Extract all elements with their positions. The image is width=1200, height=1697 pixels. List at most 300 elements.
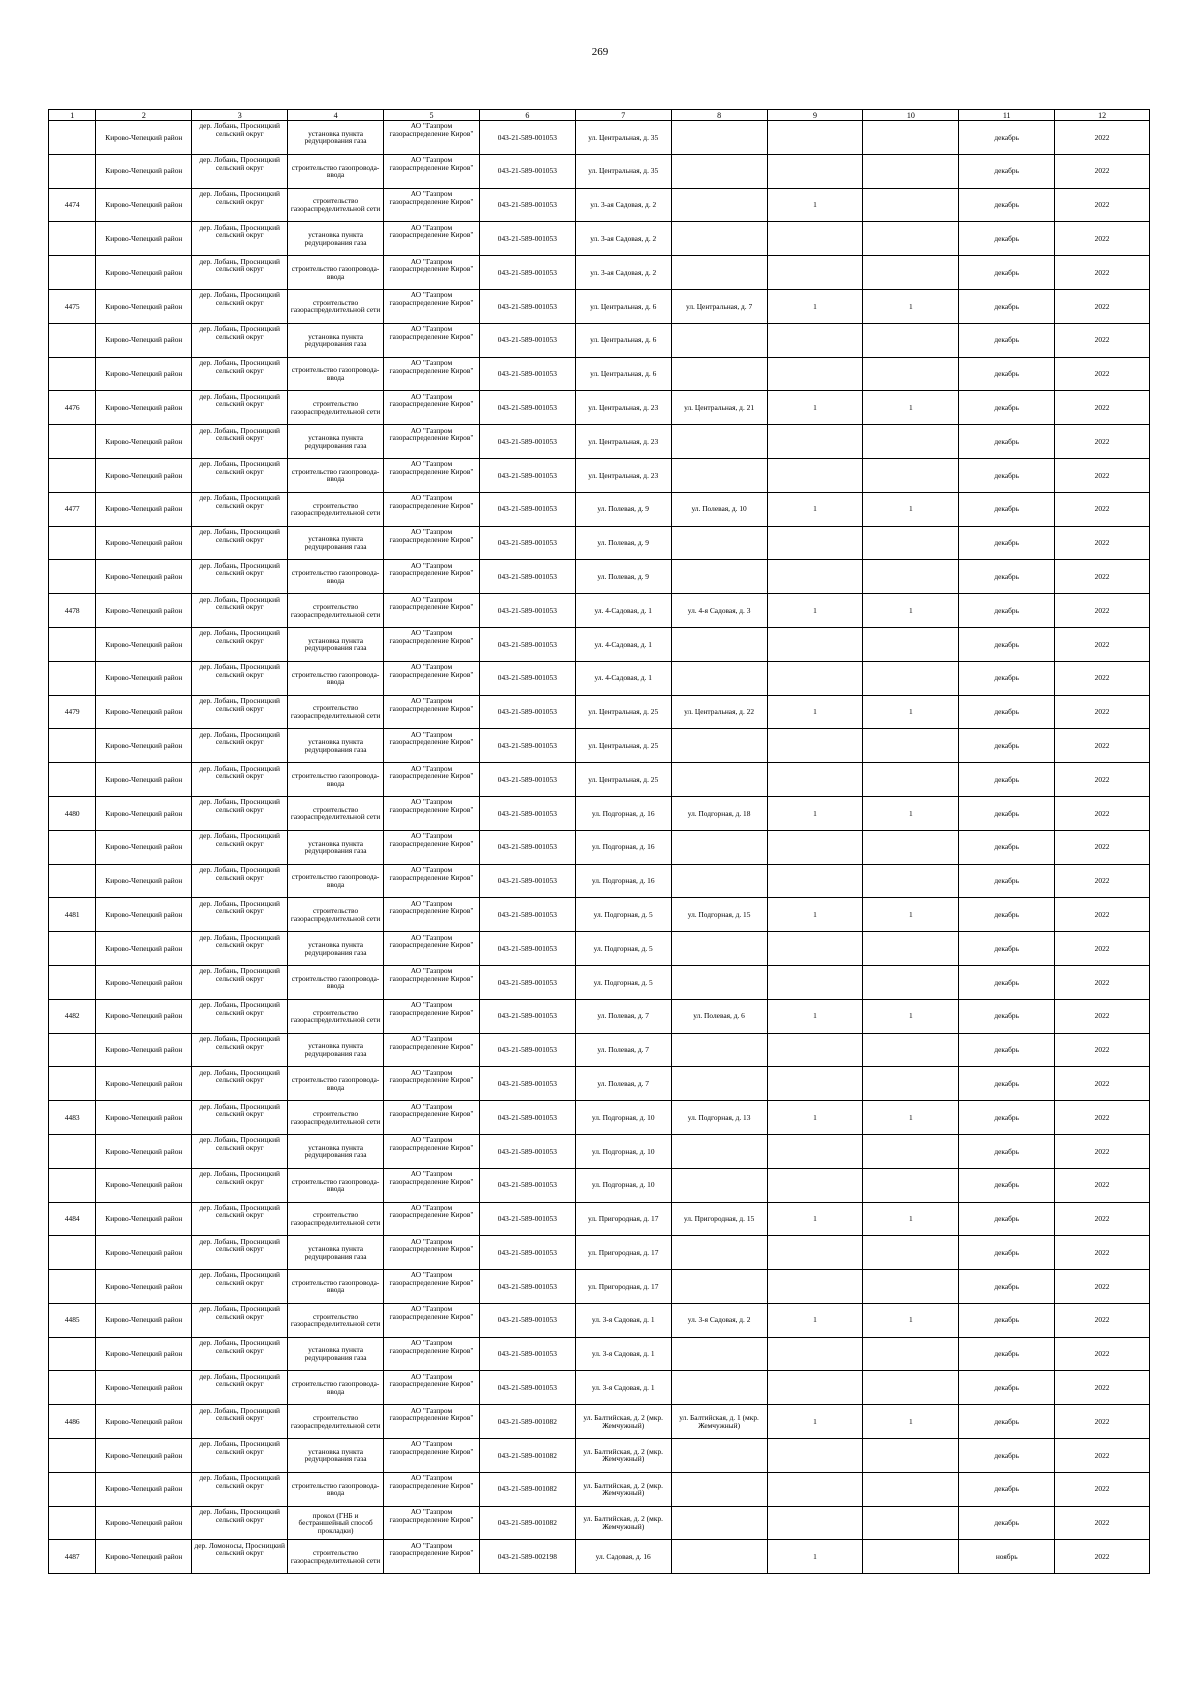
- cell-month: декабрь: [959, 661, 1055, 695]
- cell-organization-text: АО "Газпром газораспределение Киров": [389, 391, 474, 409]
- table-row: [49, 1405, 1150, 1439]
- cell-organization-text: АО "Газпром газораспределение Киров": [389, 797, 474, 814]
- cell-settlement-text: дер. Лобань, Просницкий сельский округ: [199, 1270, 280, 1288]
- cell-month: декабрь: [959, 1270, 1055, 1304]
- cell-col9: [767, 1337, 863, 1371]
- column-number-7: 7: [575, 110, 671, 121]
- table-row: [49, 898, 1150, 932]
- cell-year: 2022: [1055, 763, 1150, 797]
- cell-work-type: строительство газораспределительной сети: [288, 1202, 384, 1236]
- cell-address-from: ул. 3-ая Садовая, д. 2: [575, 188, 671, 222]
- cell-year: 2022: [1055, 154, 1150, 188]
- cell-col9: [767, 627, 863, 661]
- cell-address-from: ул. Подгорная, д. 5: [575, 965, 671, 999]
- cell-col10: [863, 154, 959, 188]
- cell-col10: [863, 526, 959, 560]
- cell-address-from: ул. Полевая, д. 7: [575, 1033, 671, 1067]
- cell-scheme-code: 043-21-589-001053: [479, 222, 575, 256]
- cell-year: 2022: [1055, 864, 1150, 898]
- cell-object-number: [49, 1439, 96, 1473]
- column-number-header: [49, 110, 1150, 121]
- cell-district: Кирово-Чепецкий район: [96, 1337, 192, 1371]
- cell-year: 2022: [1055, 323, 1150, 357]
- cell-organization: [384, 391, 480, 425]
- cell-month: декабрь: [959, 830, 1055, 864]
- cell-work-type: строительство газопровода-ввода: [288, 154, 384, 188]
- cell-district: Кирово-Чепецкий район: [96, 256, 192, 290]
- cell-address-to: [671, 763, 767, 797]
- cell-organization-text: АО "Газпром газораспределение Киров": [389, 1101, 474, 1119]
- cell-scheme-code: 043-21-589-001053: [479, 1270, 575, 1304]
- cell-address-to: [671, 1168, 767, 1202]
- cell-address-to: ул. 4-я Садовая, д. 3: [671, 594, 767, 628]
- table-row: [49, 763, 1150, 797]
- cell-work-type: строительство газопровода-ввода: [288, 864, 384, 898]
- column-number-10: 10: [863, 110, 959, 121]
- cell-col10: [863, 1506, 959, 1540]
- cell-district: Кирово-Чепецкий район: [96, 830, 192, 864]
- cell-year: 2022: [1055, 526, 1150, 560]
- cell-address-to: [671, 323, 767, 357]
- cell-organization: [384, 289, 480, 323]
- cell-month: декабрь: [959, 1439, 1055, 1473]
- cell-scheme-code: 043-21-589-001053: [479, 932, 575, 966]
- cell-address-to: [671, 560, 767, 594]
- page-number: 269: [591, 46, 609, 58]
- table-row: [49, 1270, 1150, 1304]
- cell-month: ноябрь: [959, 1540, 1055, 1574]
- table-row: [49, 1506, 1150, 1540]
- cell-scheme-code: 043-21-589-001053: [479, 898, 575, 932]
- column-number-9: 9: [767, 110, 863, 121]
- cell-organization-text: АО "Газпром газораспределение Киров": [389, 290, 474, 307]
- cell-col10: [863, 323, 959, 357]
- cell-settlement-text: дер. Лобань, Просницкий сельский округ: [199, 493, 280, 510]
- cell-organization-text: АО "Газпром газораспределение Киров": [389, 560, 474, 578]
- cell-address-from: ул. Садовая, д. 16: [575, 1540, 671, 1574]
- cell-organization: [384, 1540, 480, 1574]
- cell-work-type: строительство газопровода-ввода: [288, 661, 384, 695]
- cell-year: 2022: [1055, 1033, 1150, 1067]
- cell-object-number: [49, 661, 96, 695]
- cell-year: 2022: [1055, 1337, 1150, 1371]
- cell-scheme-code: 043-21-589-001053: [479, 695, 575, 729]
- cell-organization: [384, 627, 480, 661]
- cell-address-from: ул. Центральная, д. 23: [575, 458, 671, 492]
- cell-address-from: ул. Центральная, д. 6: [575, 289, 671, 323]
- cell-month: декабрь: [959, 999, 1055, 1033]
- cell-col9: 1: [767, 1101, 863, 1135]
- cell-col9: [767, 729, 863, 763]
- cell-settlement-text: дер. Лобань, Просницкий сельский округ: [199, 695, 280, 713]
- cell-organization-text: АО "Газпром газораспределение Киров": [389, 188, 474, 206]
- cell-work-type: строительство газораспределительной сети: [288, 1540, 384, 1574]
- cell-object-number: [49, 763, 96, 797]
- cell-month: декабрь: [959, 965, 1055, 999]
- cell-col9: [767, 1236, 863, 1270]
- cell-scheme-code: 043-21-589-001053: [479, 627, 575, 661]
- cell-district: Кирово-Чепецкий район: [96, 1236, 192, 1270]
- table-row: [49, 256, 1150, 290]
- cell-year: 2022: [1055, 1067, 1150, 1101]
- cell-col10: [863, 1439, 959, 1473]
- cell-district: Кирово-Чепецкий район: [96, 458, 192, 492]
- cell-organization: [384, 864, 480, 898]
- cell-organization-text: АО "Газпром газораспределение Киров": [389, 729, 474, 747]
- cell-col9: 1: [767, 1202, 863, 1236]
- cell-settlement: [192, 661, 288, 695]
- cell-work-type: строительство газопровода-ввода: [288, 458, 384, 492]
- table-row: [49, 1033, 1150, 1067]
- table-row: [49, 289, 1150, 323]
- cell-district: Кирово-Чепецкий район: [96, 1506, 192, 1540]
- cell-organization-text: АО "Газпром газораспределение Киров": [389, 155, 474, 172]
- cell-scheme-code: 043-21-589-001053: [479, 999, 575, 1033]
- cell-organization-text: АО "Газпром газораспределение Киров": [389, 662, 474, 679]
- cell-organization-text: АО "Газпром газораспределение Киров": [389, 898, 474, 916]
- cell-work-type: прокол (ГНБ и бестраншейный способ прокладки): [288, 1506, 384, 1540]
- cell-district: Кирово-Чепецкий район: [96, 391, 192, 425]
- cell-month: декабрь: [959, 121, 1055, 155]
- table-row: [49, 661, 1150, 695]
- cell-work-type: установка пункта редуцирования газа: [288, 830, 384, 864]
- column-number-2: 2: [96, 110, 192, 121]
- cell-organization-text: АО "Газпром газораспределение Киров": [389, 1033, 474, 1051]
- cell-col10: [863, 1270, 959, 1304]
- cell-settlement: [192, 121, 288, 155]
- cell-year: 2022: [1055, 458, 1150, 492]
- cell-settlement: [192, 1236, 288, 1270]
- cell-col9: 1: [767, 695, 863, 729]
- cell-address-to: [671, 357, 767, 391]
- cell-month: декабрь: [959, 526, 1055, 560]
- cell-object-number: [49, 1337, 96, 1371]
- cell-col9: 1: [767, 391, 863, 425]
- cell-district: Кирово-Чепецкий район: [96, 1168, 192, 1202]
- cell-month: декабрь: [959, 1405, 1055, 1439]
- table-row: [49, 830, 1150, 864]
- cell-settlement: [192, 1303, 288, 1337]
- cell-district: Кирово-Чепецкий район: [96, 1439, 192, 1473]
- cell-col10: 1: [863, 796, 959, 830]
- cell-object-number: [49, 1506, 96, 1540]
- cell-work-type: строительство газопровода-ввода: [288, 560, 384, 594]
- cell-col9: 1: [767, 492, 863, 526]
- cell-address-to: ул. Полевая, д. 10: [671, 492, 767, 526]
- cell-col10: [863, 1540, 959, 1574]
- cell-object-number: [49, 830, 96, 864]
- cell-address-to: [671, 1540, 767, 1574]
- cell-address-to: [671, 222, 767, 256]
- cell-settlement: [192, 763, 288, 797]
- cell-object-number: 4480: [49, 796, 96, 830]
- cell-organization-text: АО "Газпром газораспределение Киров": [389, 1304, 474, 1321]
- cell-district: Кирово-Чепецкий район: [96, 1472, 192, 1506]
- cell-organization-text: АО "Газпром газораспределение Киров": [389, 425, 474, 443]
- cell-object-number: [49, 425, 96, 459]
- cell-organization: [384, 188, 480, 222]
- cell-object-number: 4477: [49, 492, 96, 526]
- table-row: [49, 1101, 1150, 1135]
- cell-district: Кирово-Чепецкий район: [96, 1101, 192, 1135]
- cell-col9: [767, 1506, 863, 1540]
- cell-scheme-code: 043-21-589-001082: [479, 1405, 575, 1439]
- cell-settlement: [192, 289, 288, 323]
- cell-organization: [384, 1033, 480, 1067]
- cell-settlement-text: дер. Лобань, Просницкий сельский округ: [199, 797, 280, 814]
- cell-settlement: [192, 898, 288, 932]
- cell-col9: 1: [767, 594, 863, 628]
- cell-address-from: ул. 3-ая Садовая, д. 2: [575, 256, 671, 290]
- cell-address-to: [671, 458, 767, 492]
- cell-col10: 1: [863, 391, 959, 425]
- cell-object-number: [49, 627, 96, 661]
- cell-object-number: [49, 458, 96, 492]
- cell-address-to: [671, 1270, 767, 1304]
- cell-district: Кирово-Чепецкий район: [96, 323, 192, 357]
- cell-settlement: [192, 796, 288, 830]
- cell-settlement: [192, 695, 288, 729]
- cell-settlement: [192, 1033, 288, 1067]
- cell-month: декабрь: [959, 357, 1055, 391]
- cell-organization: [384, 1506, 480, 1540]
- cell-work-type: установка пункта редуцирования газа: [288, 425, 384, 459]
- cell-organization: [384, 898, 480, 932]
- cell-scheme-code: 043-21-589-001053: [479, 357, 575, 391]
- cell-district: Кирово-Чепецкий район: [96, 1033, 192, 1067]
- cell-district: Кирово-Чепецкий район: [96, 560, 192, 594]
- cell-work-type: установка пункта редуцирования газа: [288, 323, 384, 357]
- cell-address-from: ул. Центральная, д. 25: [575, 729, 671, 763]
- cell-scheme-code: 043-21-589-001053: [479, 965, 575, 999]
- cell-address-from: ул. Центральная, д. 35: [575, 121, 671, 155]
- cell-work-type: строительство газораспределительной сети: [288, 695, 384, 729]
- cell-organization-text: АО "Газпром газораспределение Киров": [389, 628, 474, 645]
- cell-settlement: [192, 1472, 288, 1506]
- cell-address-to: ул. Подгорная, д. 15: [671, 898, 767, 932]
- table-body: [49, 110, 1150, 1574]
- cell-object-number: [49, 154, 96, 188]
- cell-settlement: [192, 154, 288, 188]
- cell-organization: [384, 458, 480, 492]
- cell-address-from: ул. Центральная, д. 6: [575, 357, 671, 391]
- column-number-1: 1: [49, 110, 96, 121]
- cell-address-to: ул. Пригородная, д. 15: [671, 1202, 767, 1236]
- cell-address-from: ул. Подгорная, д. 10: [575, 1134, 671, 1168]
- cell-col9: [767, 458, 863, 492]
- table-row: [49, 932, 1150, 966]
- cell-settlement-text: дер. Лобань, Просницкий сельский округ: [199, 729, 280, 747]
- column-number-6: 6: [479, 110, 575, 121]
- table-row: [49, 999, 1150, 1033]
- cell-district: Кирово-Чепецкий район: [96, 289, 192, 323]
- cell-settlement: [192, 188, 288, 222]
- cell-organization-text: АО "Газпром газораспределение Киров": [389, 831, 474, 848]
- cell-organization: [384, 695, 480, 729]
- cell-scheme-code: 043-21-589-001053: [479, 1033, 575, 1067]
- cell-col9: [767, 1168, 863, 1202]
- table-row: [49, 864, 1150, 898]
- cell-address-to: ул. Подгорная, д. 13: [671, 1101, 767, 1135]
- cell-organization-text: АО "Газпром газораспределение Киров": [389, 324, 474, 341]
- cell-organization-text: АО "Газпром газораспределение Киров": [389, 1169, 474, 1186]
- cell-district: Кирово-Чепецкий район: [96, 1405, 192, 1439]
- cell-col9: [767, 1439, 863, 1473]
- cell-scheme-code: 043-21-589-001053: [479, 492, 575, 526]
- cell-address-to: [671, 1371, 767, 1405]
- cell-scheme-code: 043-21-589-001053: [479, 1236, 575, 1270]
- cell-col10: [863, 1337, 959, 1371]
- cell-organization: [384, 999, 480, 1033]
- cell-address-from: ул. 3-я Садовая, д. 1: [575, 1371, 671, 1405]
- cell-scheme-code: 043-21-589-001053: [479, 864, 575, 898]
- cell-organization-text: АО "Газпром газораспределение Киров": [389, 1270, 474, 1288]
- cell-address-from: ул. Центральная, д. 25: [575, 695, 671, 729]
- cell-settlement-text: дер. Лобань, Просницкий сельский округ: [199, 256, 280, 274]
- cell-organization: [384, 830, 480, 864]
- cell-address-from: ул. Подгорная, д. 16: [575, 796, 671, 830]
- cell-scheme-code: 043-21-589-001053: [479, 594, 575, 628]
- cell-col10: 1: [863, 1405, 959, 1439]
- cell-scheme-code: 043-21-589-001053: [479, 1303, 575, 1337]
- cell-settlement-text: дер. Лобань, Просницкий сельский округ: [199, 222, 280, 240]
- cell-address-from: ул. Центральная, д. 23: [575, 425, 671, 459]
- cell-year: 2022: [1055, 627, 1150, 661]
- cell-col9: [767, 763, 863, 797]
- cell-object-number: [49, 864, 96, 898]
- cell-object-number: [49, 256, 96, 290]
- cell-organization-text: АО "Газпром газораспределение Киров": [389, 222, 474, 240]
- data-table: [48, 109, 1150, 1574]
- cell-address-from: ул. 4-Садовая, д. 1: [575, 627, 671, 661]
- cell-col10: [863, 729, 959, 763]
- cell-organization: [384, 1371, 480, 1405]
- cell-settlement-text: дер. Лобань, Просницкий сельский округ: [199, 1371, 280, 1389]
- table-row: [49, 1168, 1150, 1202]
- cell-work-type: установка пункта редуцирования газа: [288, 1439, 384, 1473]
- cell-object-number: [49, 323, 96, 357]
- cell-district: Кирово-Чепецкий район: [96, 425, 192, 459]
- table-row: [49, 729, 1150, 763]
- cell-address-to: ул. Центральная, д. 22: [671, 695, 767, 729]
- cell-settlement: [192, 1439, 288, 1473]
- cell-settlement-text: дер. Лобань, Просницкий сельский округ: [199, 763, 280, 781]
- cell-work-type: строительство газопровода-ввода: [288, 1067, 384, 1101]
- cell-scheme-code: 043-21-589-001053: [479, 526, 575, 560]
- cell-address-from: ул. Балтийская, д. 2 (мкр. Жемчужный): [575, 1472, 671, 1506]
- cell-settlement: [192, 1134, 288, 1168]
- cell-object-number: [49, 222, 96, 256]
- cell-settlement-text: дер. Лобань, Просницкий сельский округ: [199, 357, 280, 375]
- cell-organization-text: АО "Газпром газораспределение Киров": [389, 1338, 474, 1355]
- cell-object-number: 4474: [49, 188, 96, 222]
- cell-organization-text: АО "Газпром газораспределение Киров": [389, 121, 474, 138]
- cell-year: 2022: [1055, 1101, 1150, 1135]
- cell-organization: [384, 796, 480, 830]
- cell-district: Кирово-Чепецкий район: [96, 1303, 192, 1337]
- cell-settlement-text: дер. Лобань, Просницкий сельский округ: [199, 1000, 280, 1017]
- cell-scheme-code: 043-21-589-001053: [479, 1101, 575, 1135]
- cell-work-type: установка пункта редуцирования газа: [288, 627, 384, 661]
- cell-organization: [384, 154, 480, 188]
- cell-year: 2022: [1055, 999, 1150, 1033]
- cell-settlement: [192, 729, 288, 763]
- cell-work-type: строительство газопровода-ввода: [288, 1371, 384, 1405]
- cell-address-to: ул. Подгорная, д. 18: [671, 796, 767, 830]
- cell-settlement-text: дер. Лобань, Просницкий сельский округ: [199, 966, 280, 983]
- cell-district: Кирово-Чепецкий район: [96, 898, 192, 932]
- cell-settlement: [192, 492, 288, 526]
- cell-work-type: установка пункта редуцирования газа: [288, 121, 384, 155]
- cell-col10: [863, 222, 959, 256]
- cell-settlement-text: дер. Лобань, Просницкий сельский округ: [199, 290, 280, 307]
- cell-month: декабрь: [959, 1134, 1055, 1168]
- cell-district: Кирово-Чепецкий район: [96, 121, 192, 155]
- cell-address-from: ул. Подгорная, д. 10: [575, 1101, 671, 1135]
- cell-organization-text: АО "Газпром газораспределение Киров": [389, 864, 474, 882]
- cell-col9: [767, 425, 863, 459]
- cell-month: декабрь: [959, 1371, 1055, 1405]
- cell-col10: [863, 965, 959, 999]
- cell-col10: 1: [863, 289, 959, 323]
- cell-address-from: ул. Подгорная, д. 5: [575, 898, 671, 932]
- cell-organization: [384, 661, 480, 695]
- cell-organization-text: АО "Газпром газораспределение Киров": [389, 1473, 474, 1490]
- cell-organization: [384, 492, 480, 526]
- cell-address-to: ул. 3-я Садовая, д. 2: [671, 1303, 767, 1337]
- cell-year: 2022: [1055, 357, 1150, 391]
- cell-settlement: [192, 999, 288, 1033]
- cell-settlement: [192, 830, 288, 864]
- cell-district: Кирово-Чепецкий район: [96, 1067, 192, 1101]
- cell-organization: [384, 1134, 480, 1168]
- cell-district: Кирово-Чепецкий район: [96, 188, 192, 222]
- cell-organization: [384, 763, 480, 797]
- cell-settlement: [192, 256, 288, 290]
- table-row: [49, 796, 1150, 830]
- cell-settlement: [192, 1371, 288, 1405]
- cell-settlement: [192, 1337, 288, 1371]
- cell-month: декабрь: [959, 289, 1055, 323]
- cell-address-to: ул. Балтийская, д. 1 (мкр. Жемчужный): [671, 1405, 767, 1439]
- cell-district: Кирово-Чепецкий район: [96, 1540, 192, 1574]
- cell-scheme-code: 043-21-589-001053: [479, 323, 575, 357]
- cell-address-to: [671, 932, 767, 966]
- cell-year: 2022: [1055, 695, 1150, 729]
- cell-address-to: [671, 661, 767, 695]
- cell-work-type: строительство газопровода-ввода: [288, 763, 384, 797]
- cell-settlement: [192, 458, 288, 492]
- cell-col10: [863, 458, 959, 492]
- cell-month: декабрь: [959, 1337, 1055, 1371]
- cell-month: декабрь: [959, 763, 1055, 797]
- cell-address-to: [671, 830, 767, 864]
- cell-scheme-code: 043-21-589-001082: [479, 1506, 575, 1540]
- cell-year: 2022: [1055, 796, 1150, 830]
- cell-object-number: 4484: [49, 1202, 96, 1236]
- cell-organization: [384, 1405, 480, 1439]
- cell-year: 2022: [1055, 121, 1150, 155]
- cell-organization-text: АО "Газпром газораспределение Киров": [389, 932, 474, 950]
- cell-address-from: ул. Подгорная, д. 5: [575, 932, 671, 966]
- cell-settlement-text: дер. Лобань, Просницкий сельский округ: [199, 1033, 280, 1051]
- cell-organization-text: АО "Газпром газораспределение Киров": [389, 493, 474, 510]
- cell-district: Кирово-Чепецкий район: [96, 357, 192, 391]
- cell-col10: [863, 256, 959, 290]
- cell-district: Кирово-Чепецкий район: [96, 965, 192, 999]
- cell-object-number: 4486: [49, 1405, 96, 1439]
- cell-month: декабрь: [959, 492, 1055, 526]
